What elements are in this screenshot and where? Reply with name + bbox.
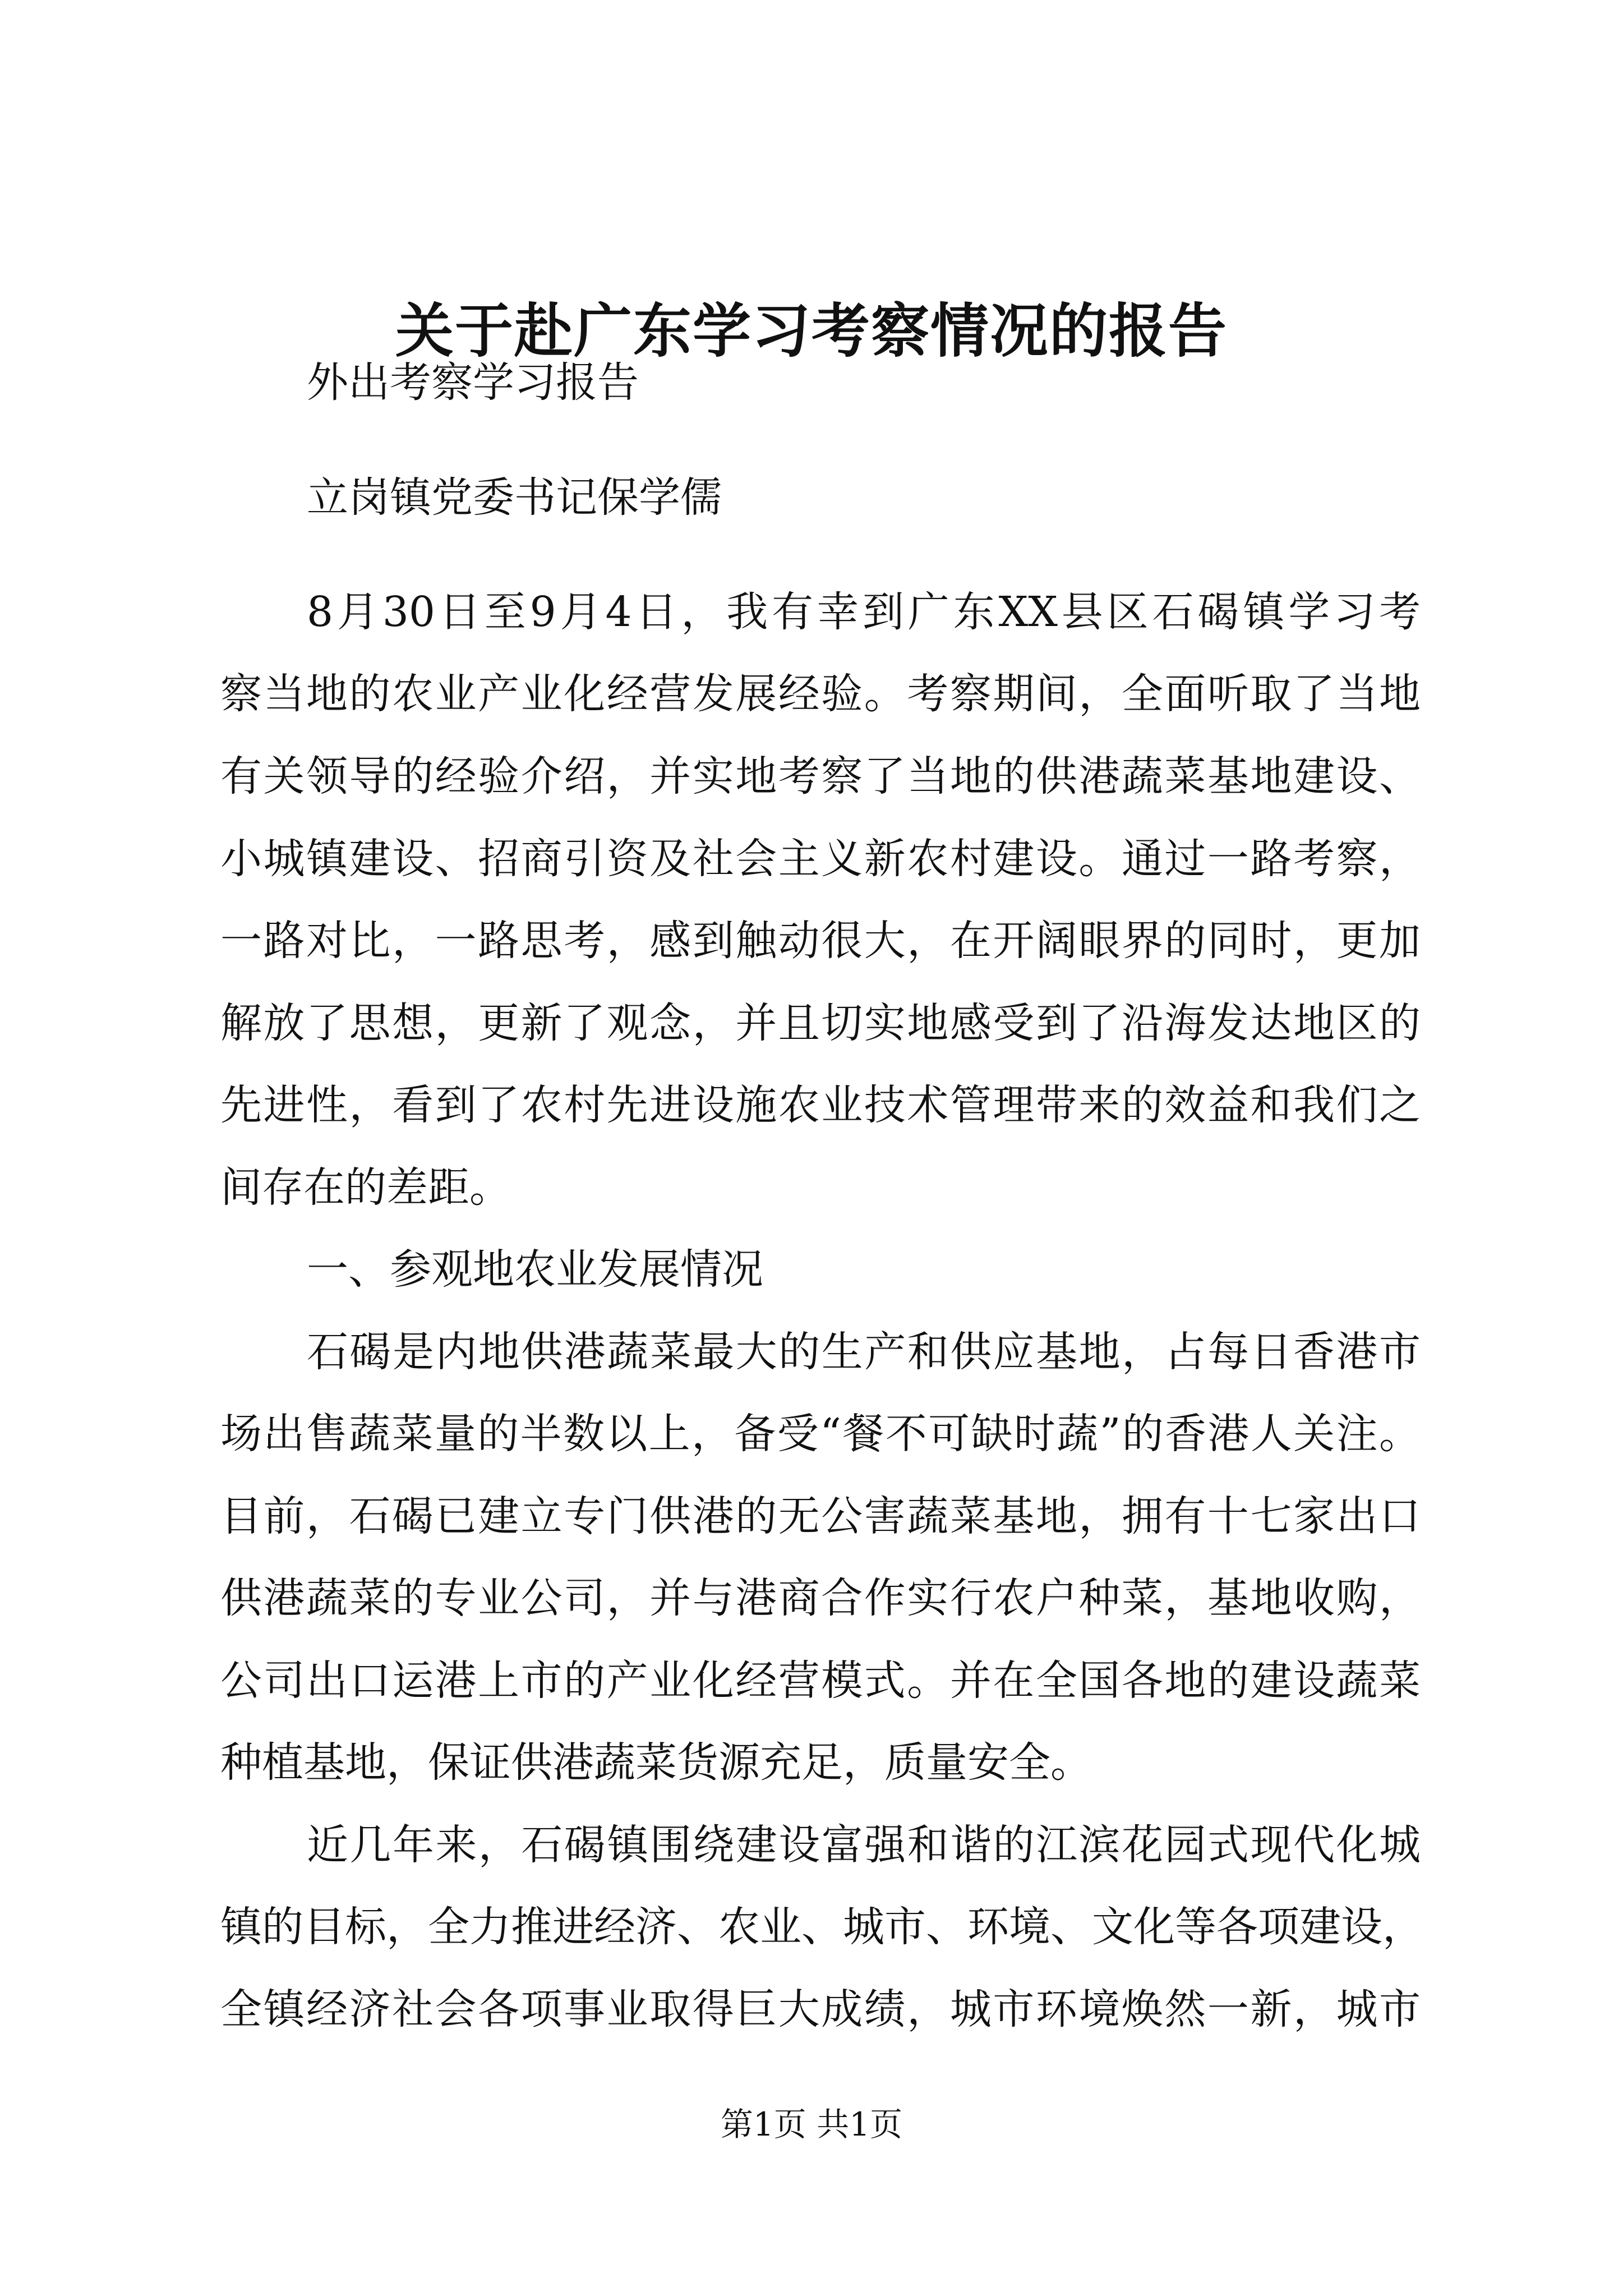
paragraph-line: 间存在的差距。: [220, 1163, 511, 1212]
section-heading: 一、参观地农业发展情况: [307, 1245, 763, 1294]
paragraph-line: 8月30日至9月4日，我有幸到广东XX县区石碣镇学习考: [307, 588, 1421, 636]
paragraph-line: 全镇经济社会各项事业取得巨大成绩，城市环境焕然一新，城市: [220, 1985, 1421, 2033]
paragraph-line: 种植基地，保证供港蔬菜货源充足，质量安全。: [220, 1738, 1092, 1787]
paragraph-line: 察当地的农业产业化经营发展经验。考察期间，全面听取了当地: [220, 670, 1421, 718]
paragraph-line: 镇的目标，全力推进经济、农业、城市、环境、文化等各项建设，: [220, 1903, 1424, 1951]
paragraph-line: 解放了思想，更新了观念，并且切实地感受到了沿海发达地区的: [220, 999, 1421, 1047]
paragraph-line: 有关领导的经验介绍，并实地考察了当地的供港蔬菜基地建设、: [220, 752, 1421, 800]
paragraph-line: 供港蔬菜的专业公司，并与港商合作实行农户种菜，基地收购，: [220, 1574, 1421, 1622]
paragraph-line: 石碣是内地供港蔬菜最大的生产和供应基地，占每日香港市: [307, 1328, 1421, 1376]
author-line: 立岗镇党委书记保学儒: [307, 473, 722, 522]
subtitle-line: 外出考察学习报告: [307, 358, 639, 407]
paragraph-line: 一路对比，一路思考，感到触动很大，在开阔眼界的同时，更加: [220, 917, 1421, 965]
document-title: 关于赴广东学习考察情况的报告: [395, 296, 1228, 365]
paragraph-line: 先进性，看到了农村先进设施农业技术管理带来的效益和我们之: [220, 1081, 1421, 1129]
paragraph-line: 目前，石碣已建立专门供港的无公害蔬菜基地，拥有十七家出口: [220, 1492, 1421, 1540]
paragraph-line: 公司出口运港上市的产业化经营模式。并在全国各地的建设蔬菜: [220, 1657, 1421, 1705]
paragraph-line: 小城镇建设、招商引资及社会主义新农村建设。通过一路考察，: [220, 835, 1421, 883]
paragraph-line: 近几年来，石碣镇围绕建设富强和谐的江滨花园式现代化城: [307, 1821, 1421, 1869]
paragraph-line: 场出售蔬菜量的半数以上，备受“餐不可缺时蔬”的香港人关注。: [220, 1410, 1421, 1458]
page-number-footer: 第1页 共1页: [720, 2105, 903, 2143]
